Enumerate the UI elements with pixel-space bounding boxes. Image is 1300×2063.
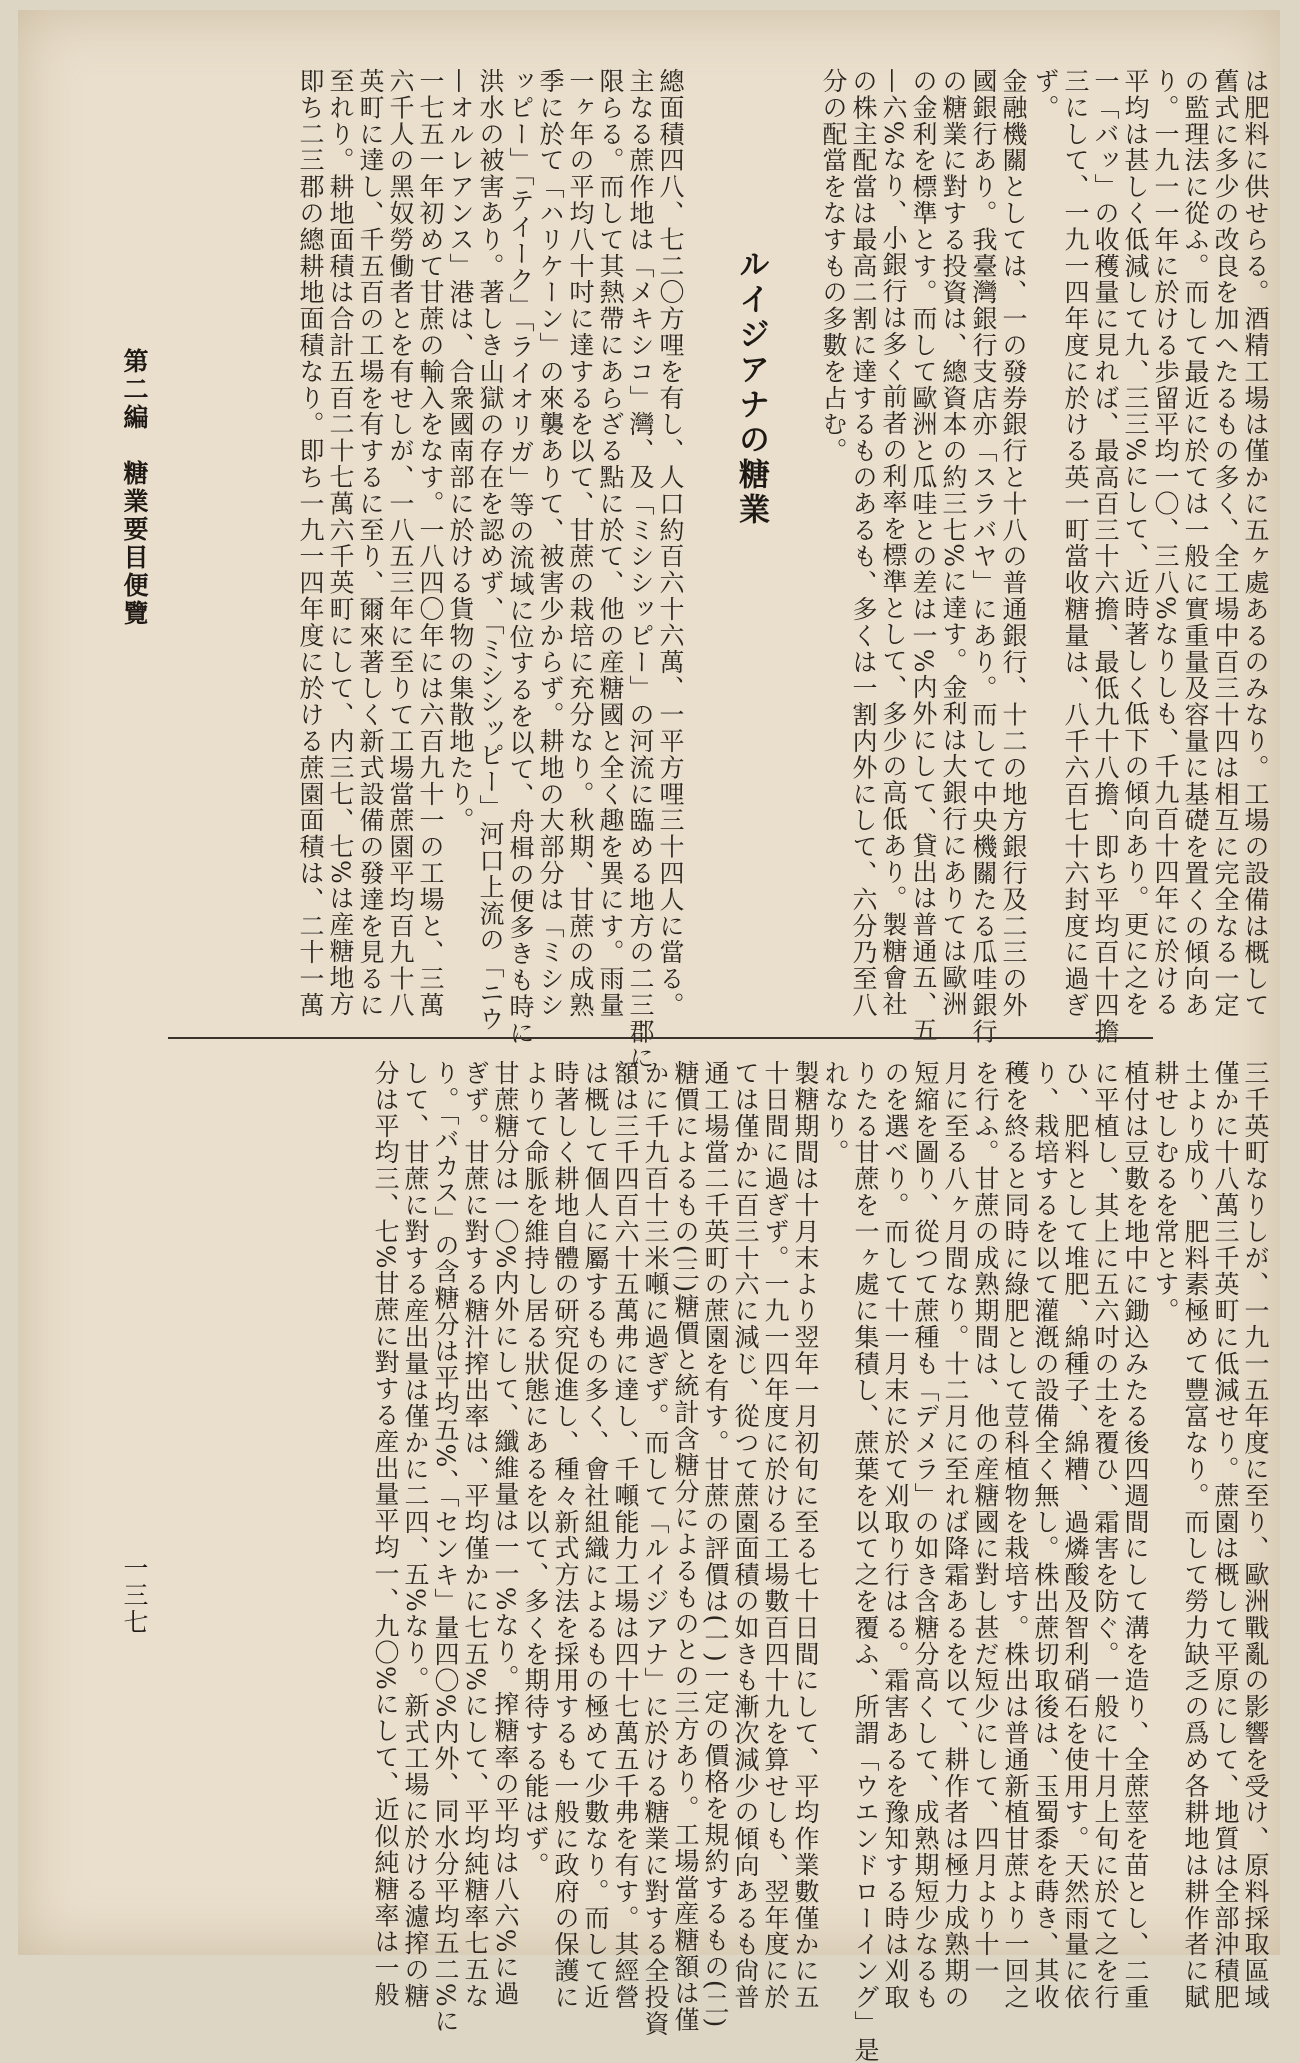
text-column: かに千九百十三米噸に過ぎず。而して「ルイジアナ」に於ける糖業に對する全投資 — [641, 1060, 670, 2037]
paragraph-manufacturing — [1030, 68, 1270, 1045]
text-column: 僅かに十八萬三千英町に低減せり。蔗園は概して平原にして、地質は全部沖積肥 — [1211, 1060, 1240, 2011]
lower-text-section — [150, 1060, 1270, 2063]
paragraph-louisiana — [295, 68, 685, 1071]
text-column: の株主配當は最高二割に達するものあるも、多くは一割内外にして、六分乃至八 — [849, 68, 878, 1019]
text-column: して、甘蔗に對する産出量は僅かに二四、五%なり。新式工場に於ける濾搾の糖 — [401, 1060, 430, 2010]
text-column: の金利を標準とす。而して歐洲と瓜哇との差は一%内外にして、貸出は普通五、五 — [909, 68, 938, 1044]
text-column: 平均は甚しく低減して九、三三%にして、近時著しく低下の傾向あり。更に之を — [1121, 68, 1150, 1018]
text-column: 總面積四八、七二〇方哩を有し、人口約百六十六萬、一平方哩三十四人に當る。 — [656, 68, 685, 1019]
text-column: は肥料に供せらる。酒精工場は僅かに五ヶ處あるのみなり。工場の設備は概して — [1241, 68, 1270, 1019]
text-column: 洪水の被害あり。著しき山獄の存在を認めず、「ミシシッピー」河口上流の「ニウ — [476, 68, 505, 1033]
text-column: ひ、肥料として堆肥、綿種子、綿糟、過燐酸及智利硝石を使用す。天然雨量に依 — [1061, 1060, 1090, 2011]
text-column: れなり。 — [821, 1060, 850, 1166]
text-column: 分の配當をなすもの多數を占む。 — [819, 68, 848, 464]
page-number: 一三七 — [120, 1555, 149, 1636]
text-column: 通工場當二千英町の蔗園を有す。甘蔗の評價は(一)一定の價格を規約するもの(二) — [701, 1060, 730, 2029]
text-column: 一ヶ年の平均八十吋に達するを以て、甘蔗の栽培に充分なり。秋期、甘蔗の成熟 — [566, 68, 595, 1019]
text-column: 植付は豆數を地中に鋤込みたる後四週間にして溝を造り、全蔗莖を苗とし、二重 — [1121, 1060, 1150, 2011]
upper-text-section — [150, 68, 1270, 1072]
running-title: 第二編 糖業要目便覽 — [120, 348, 149, 628]
text-column: —六%なり、小銀行は多く前者の利率を標準として、多少の高低あり。製糖會社 — [879, 68, 908, 1018]
text-column: 一七五一年初めて甘蔗の輸入をなす。一八四〇年には六百九十一の工場と、三萬 — [416, 68, 445, 1019]
text-column: 舊式に多少の改良を加へたるもの多く、全工場中百三十四は相互に完全なる一定 — [1211, 68, 1240, 1019]
text-column: 至れり。耕地面積は合計五百二十七萬六千英町にして、内三七、七%は産糖地方 — [326, 68, 355, 1018]
text-column: 額は三千四百六十五萬弗に達し、千噸能力工場は四十七萬五千弗を有す。其經營 — [611, 1060, 640, 2011]
text-column: 耕せしむるを常とす。 — [1151, 1060, 1180, 1324]
text-column: 國銀行あり。我臺灣銀行支店亦「スラバヤ」にあり。而して中央機關たる瓜哇銀行 — [969, 68, 998, 1045]
text-column: り。「バカス」の含糖分は平均五%、「センキ」量四〇%内外、同水分平均五二%に — [431, 1060, 460, 2035]
text-column: よりて命脈を維持し居る狀態にあるを以て、多くを期待する能はず。 — [521, 1060, 550, 1879]
text-column: —オルレアンス」港は、合衆國南部に於ける貨物の集散地たり。 — [446, 68, 475, 834]
text-column: 製糖期間は十月末より翌年一月初旬に至る七十日間にして、平均作業數僅かに五 — [791, 1060, 820, 2011]
paragraph-processing — [370, 1060, 820, 2037]
text-column: 甘蔗糖分は一〇%内外にして、纖維量は一一%なり。搾糖率の平均は八六%に過 — [491, 1060, 520, 2007]
text-column: 季に於て「ハリケーン」の來襲ありて、被害少からず。耕地の大部分は「ミシシ — [536, 68, 565, 1019]
text-column: 糖價によるもの(三)糖價と統計含糖分によるものとの三方あり。工場當産糖額は僅 — [671, 1060, 700, 2033]
text-column: のを選べり。而して十一月末に於て刈取り行はる。霜害あるを豫知する時は刈取 — [881, 1060, 910, 2011]
paragraph-cultivation — [820, 1060, 1150, 2063]
text-column: の糖業に對する投資は、總資本の約三七%に達す。金利は大銀行にありては歐洲 — [939, 68, 968, 1018]
document-page — [18, 10, 1280, 2063]
paragraph-finance — [818, 68, 1028, 1045]
text-column: 主なる蔗作地は「メキシコ」灣、及「ミシシッピー」の河流に臨める地方の二三郡に — [626, 68, 655, 1072]
text-column: 限らる。而して其熱帶にあらざる點に於て、他の産糖國と全く趣を異にす。雨量 — [596, 68, 625, 1019]
text-column: 穫を終ると同時に綠肥として荳科植物を栽培す。株出は普通新植甘蔗より一回之 — [1001, 1060, 1030, 2011]
text-column: 土より成り、肥料素極めて豐富なり。而して勞力缺乏の爲め各耕地は耕作者に賦 — [1181, 1060, 1210, 2011]
text-column: りたる甘蔗を一ヶ處に集積し、蔗葉を以て之を覆ふ、所謂「ウエンドローイング」是 — [851, 1060, 880, 2063]
text-column: 六千人の黑奴勞働者とを有せしが、一八五三年に至りて工場當蔗園平均百九十八 — [386, 68, 415, 1019]
text-column: 短縮を圖り、從つて蔗種も「デメラ」の如き含糖分高くして、成熟期短少なるも — [911, 1060, 940, 2011]
section-divider — [168, 1037, 1153, 1039]
text-column: 十日間に過ぎず。一九一四年度に於ける工場數百四十九を算せしも、翌年度に於 — [761, 1060, 790, 2011]
text-column: ず。 — [1031, 68, 1060, 121]
text-column: ては僅かに百三十六に減じ、從つて蔗園面積の如きも漸次減少の傾向あるも尙普 — [731, 1060, 760, 2011]
text-column: 英町に達し、千五百の工場を有するに至り、爾來著しく新式設備の發達を見るに — [356, 68, 385, 1019]
text-column: り、栽培するを以て灌漑の設備全く無し。株出蔗切取後は、玉蜀黍を蒔き、其收 — [1031, 1060, 1060, 2011]
text-column: は概して個人に屬するもの多く、會社組織によるもの極めて少數なり。而して近 — [581, 1060, 610, 2011]
text-column: 月に至る八ヶ月間なり。十二月に至れば降霜あるを以て、耕作者は極力成熟期の — [941, 1060, 970, 2011]
text-column: を行ふ。甘蔗の成熟期間は、他の産糖國に對し甚だ短少にして、四月より十一 — [971, 1060, 1000, 1984]
text-column: 即ち二三郡の總耕地面積なり。即ち一九一四年度に於ける蔗園面積は、二十一萬 — [296, 68, 325, 1019]
text-column: り。一九一一年に於ける歩留平均一〇、三八%なりしも、千九百十四年に於ける — [1151, 68, 1180, 1018]
text-column: 三千英町なりしが、一九一五年度に至り、歐洲戰亂の影響を受け、原料採取區域 — [1241, 1060, 1270, 2011]
text-column: 分は平均三、七%甘蔗に對する産出量平均一、九〇%にして、近似純糖率は一般 — [371, 1060, 400, 2008]
text-column: ッピー」「テイーク」「ライオリガ」等の流域に位するを以て、舟楫の便多きも時に — [506, 68, 535, 1047]
text-column: 金融機關としては、一の發券銀行と十八の普通銀行、十二の地方銀行及二三の外 — [999, 68, 1028, 1019]
section-heading-louisiana: ルイジアナの糖業 — [733, 248, 769, 528]
text-column: 時著しく耕地自體の研究促進し、種々新式方法を採用するも一般に政府の保護に — [551, 1060, 580, 2011]
paragraph-land — [1150, 1060, 1270, 2010]
text-column: ぎず。甘蔗に對する糖汁搾出率は、平均僅かに七五%にして、平均純糖率七五な — [461, 1060, 490, 2010]
text-column: の監理法に從ふ。而して最近に於ては一般に實重量及容量に基礎を置くの傾向あ — [1181, 68, 1210, 1019]
text-column: 一「バッ」の收穫量に見れば、最高百三十六擔、最低九十八擔、即ち平均百十四擔 — [1091, 68, 1120, 1045]
text-column: 三にして、一九一四年度に於ける英一町當收糖量は、八千六百七十六封度に過ぎ — [1061, 68, 1090, 1019]
text-column: に平植し、其上に五六吋の土を覆ひ、霜害を防ぐ。一般に十月上旬に於て之を行 — [1091, 1060, 1120, 2011]
